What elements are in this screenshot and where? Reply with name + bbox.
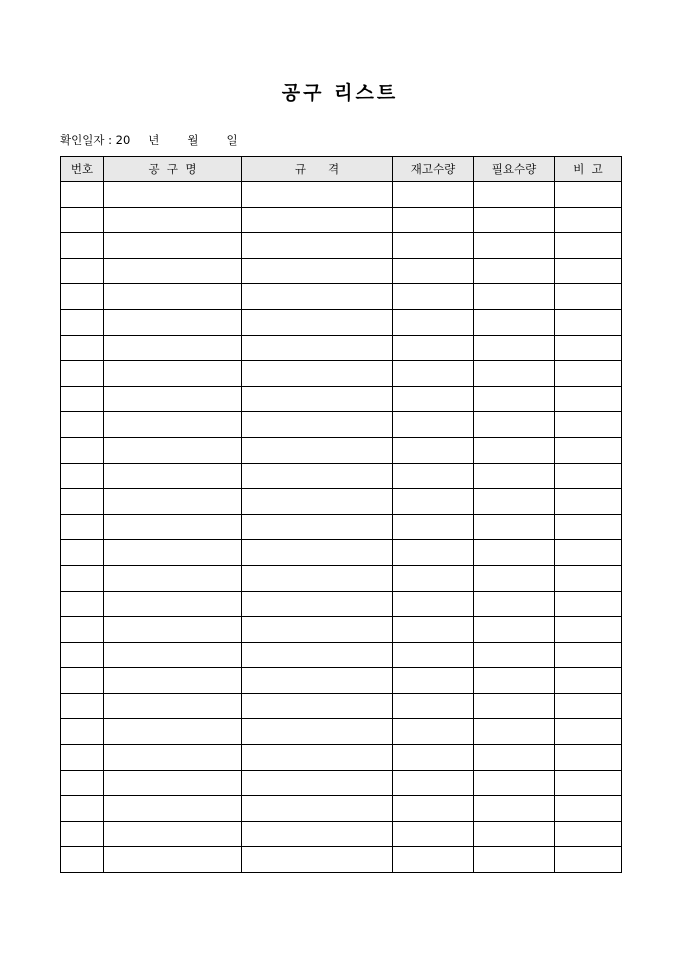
cell-tool-name[interactable] (104, 514, 242, 540)
cell-number[interactable] (61, 284, 104, 310)
cell-specification[interactable] (242, 847, 393, 873)
cell-stock-quantity[interactable] (393, 258, 474, 284)
cell-number[interactable] (61, 412, 104, 438)
cell-stock-quantity[interactable] (393, 437, 474, 463)
cell-number[interactable] (61, 258, 104, 284)
cell-remarks[interactable] (555, 719, 622, 745)
cell-remarks[interactable] (555, 540, 622, 566)
table-row (61, 565, 622, 591)
cell-specification[interactable] (242, 207, 393, 233)
table-row (61, 258, 622, 284)
cell-remarks[interactable] (555, 284, 622, 310)
cell-specification[interactable] (242, 565, 393, 591)
table-row (61, 591, 622, 617)
cell-remarks[interactable] (555, 565, 622, 591)
cell-stock-quantity[interactable] (393, 412, 474, 438)
table-row (61, 668, 622, 694)
cell-remarks[interactable] (555, 182, 622, 208)
cell-number[interactable] (61, 182, 104, 208)
cell-stock-quantity[interactable] (393, 489, 474, 515)
cell-number[interactable] (61, 386, 104, 412)
cell-stock-quantity[interactable] (393, 207, 474, 233)
cell-tool-name[interactable] (104, 207, 242, 233)
cell-specification[interactable] (242, 591, 393, 617)
cell-required-quantity[interactable] (474, 258, 555, 284)
header-remarks: 비 고 (555, 157, 622, 182)
table-row (61, 412, 622, 438)
cell-tool-name[interactable] (104, 745, 242, 771)
cell-remarks[interactable] (555, 591, 622, 617)
date-label: 확인일자 : 20 (60, 133, 131, 147)
cell-specification[interactable] (242, 668, 393, 694)
cell-required-quantity[interactable] (474, 821, 555, 847)
cell-remarks[interactable] (555, 386, 622, 412)
table-row (61, 489, 622, 515)
cell-tool-name[interactable] (104, 617, 242, 643)
cell-tool-name[interactable] (104, 796, 242, 822)
cell-tool-name[interactable] (104, 540, 242, 566)
cell-required-quantity[interactable] (474, 361, 555, 387)
cell-specification[interactable] (242, 693, 393, 719)
table-row (61, 233, 622, 259)
table-row (61, 821, 622, 847)
cell-required-quantity[interactable] (474, 514, 555, 540)
cell-required-quantity[interactable] (474, 796, 555, 822)
cell-stock-quantity[interactable] (393, 233, 474, 259)
table-row (61, 335, 622, 361)
cell-tool-name[interactable] (104, 361, 242, 387)
cell-required-quantity[interactable] (474, 719, 555, 745)
cell-stock-quantity[interactable] (393, 335, 474, 361)
cell-required-quantity[interactable] (474, 284, 555, 310)
cell-number[interactable] (61, 233, 104, 259)
cell-stock-quantity[interactable] (393, 591, 474, 617)
tool-list-table (60, 156, 622, 873)
cell-tool-name[interactable] (104, 284, 242, 310)
cell-required-quantity[interactable] (474, 309, 555, 335)
cell-remarks[interactable] (555, 463, 622, 489)
cell-specification[interactable] (242, 463, 393, 489)
table-row (61, 847, 622, 873)
table-row (61, 796, 622, 822)
cell-number[interactable] (61, 540, 104, 566)
cell-stock-quantity[interactable] (393, 565, 474, 591)
cell-number[interactable] (61, 719, 104, 745)
cell-specification[interactable] (242, 745, 393, 771)
cell-remarks[interactable] (555, 617, 622, 643)
cell-number[interactable] (61, 821, 104, 847)
cell-remarks[interactable] (555, 693, 622, 719)
cell-remarks[interactable] (555, 233, 622, 259)
cell-stock-quantity[interactable] (393, 361, 474, 387)
cell-specification[interactable] (242, 258, 393, 284)
table-row (61, 745, 622, 771)
cell-required-quantity[interactable] (474, 847, 555, 873)
header-specification: 규 격 (242, 157, 393, 182)
cell-tool-name[interactable] (104, 693, 242, 719)
table-body (61, 182, 622, 873)
table-row (61, 207, 622, 233)
cell-number[interactable] (61, 514, 104, 540)
cell-specification[interactable] (242, 770, 393, 796)
header-stock-quantity: 재고수량 (393, 157, 474, 182)
day-label: 일 (226, 133, 238, 147)
header-tool-name: 공 구 명 (104, 157, 242, 182)
cell-stock-quantity[interactable] (393, 284, 474, 310)
cell-remarks[interactable] (555, 821, 622, 847)
table-row (61, 463, 622, 489)
cell-required-quantity[interactable] (474, 489, 555, 515)
cell-number[interactable] (61, 617, 104, 643)
cell-required-quantity[interactable] (474, 770, 555, 796)
cell-required-quantity[interactable] (474, 182, 555, 208)
cell-remarks[interactable] (555, 847, 622, 873)
cell-required-quantity[interactable] (474, 540, 555, 566)
table-row (61, 770, 622, 796)
cell-number[interactable] (61, 335, 104, 361)
cell-required-quantity[interactable] (474, 745, 555, 771)
cell-specification[interactable] (242, 361, 393, 387)
cell-specification[interactable] (242, 642, 393, 668)
cell-number[interactable] (61, 693, 104, 719)
cell-required-quantity[interactable] (474, 412, 555, 438)
cell-stock-quantity[interactable] (393, 617, 474, 643)
cell-tool-name[interactable] (104, 463, 242, 489)
cell-specification[interactable] (242, 335, 393, 361)
cell-tool-name[interactable] (104, 719, 242, 745)
cell-required-quantity[interactable] (474, 207, 555, 233)
cell-remarks[interactable] (555, 745, 622, 771)
cell-remarks[interactable] (555, 207, 622, 233)
cell-specification[interactable] (242, 821, 393, 847)
cell-number[interactable] (61, 489, 104, 515)
cell-stock-quantity[interactable] (393, 182, 474, 208)
confirm-date-line (60, 132, 238, 148)
cell-remarks[interactable] (555, 412, 622, 438)
cell-remarks[interactable] (555, 796, 622, 822)
cell-tool-name[interactable] (104, 489, 242, 515)
cell-remarks[interactable] (555, 770, 622, 796)
table-row (61, 361, 622, 387)
table-row (61, 437, 622, 463)
cell-number[interactable] (61, 642, 104, 668)
cell-specification[interactable] (242, 540, 393, 566)
cell-tool-name[interactable] (104, 335, 242, 361)
table-row (61, 642, 622, 668)
cell-number[interactable] (61, 847, 104, 873)
cell-remarks[interactable] (555, 668, 622, 694)
cell-required-quantity[interactable] (474, 565, 555, 591)
cell-number[interactable] (61, 745, 104, 771)
table-row (61, 284, 622, 310)
cell-number[interactable] (61, 463, 104, 489)
cell-specification[interactable] (242, 284, 393, 310)
cell-required-quantity[interactable] (474, 386, 555, 412)
cell-stock-quantity[interactable] (393, 463, 474, 489)
cell-tool-name[interactable] (104, 182, 242, 208)
cell-stock-quantity[interactable] (393, 309, 474, 335)
cell-tool-name[interactable] (104, 821, 242, 847)
cell-stock-quantity[interactable] (393, 386, 474, 412)
cell-required-quantity[interactable] (474, 668, 555, 694)
cell-stock-quantity[interactable] (393, 821, 474, 847)
cell-tool-name[interactable] (104, 233, 242, 259)
cell-specification[interactable] (242, 719, 393, 745)
table-row (61, 386, 622, 412)
table-row (61, 514, 622, 540)
table-header-row (61, 157, 622, 182)
cell-specification[interactable] (242, 437, 393, 463)
cell-tool-name[interactable] (104, 565, 242, 591)
table-row (61, 617, 622, 643)
cell-number[interactable] (61, 796, 104, 822)
cell-tool-name[interactable] (104, 412, 242, 438)
cell-tool-name[interactable] (104, 591, 242, 617)
cell-remarks[interactable] (555, 489, 622, 515)
cell-stock-quantity[interactable] (393, 745, 474, 771)
cell-remarks[interactable] (555, 335, 622, 361)
cell-required-quantity[interactable] (474, 437, 555, 463)
cell-remarks[interactable] (555, 361, 622, 387)
cell-tool-name[interactable] (104, 386, 242, 412)
cell-number[interactable] (61, 565, 104, 591)
cell-tool-name[interactable] (104, 437, 242, 463)
table-row (61, 182, 622, 208)
cell-stock-quantity[interactable] (393, 796, 474, 822)
cell-tool-name[interactable] (104, 309, 242, 335)
cell-number[interactable] (61, 668, 104, 694)
cell-remarks[interactable] (555, 309, 622, 335)
cell-tool-name[interactable] (104, 668, 242, 694)
cell-number[interactable] (61, 591, 104, 617)
cell-remarks[interactable] (555, 514, 622, 540)
cell-specification[interactable] (242, 309, 393, 335)
cell-remarks[interactable] (555, 437, 622, 463)
year-label: 년 (148, 133, 160, 147)
cell-stock-quantity[interactable] (393, 719, 474, 745)
cell-required-quantity[interactable] (474, 642, 555, 668)
document-title: 공구 리스트 (281, 82, 399, 104)
header-required-quantity: 필요수량 (474, 157, 555, 182)
cell-specification[interactable] (242, 182, 393, 208)
cell-specification[interactable] (242, 233, 393, 259)
table-row (61, 540, 622, 566)
cell-number[interactable] (61, 437, 104, 463)
table-row (61, 309, 622, 335)
cell-required-quantity[interactable] (474, 591, 555, 617)
cell-remarks[interactable] (555, 642, 622, 668)
cell-stock-quantity[interactable] (393, 770, 474, 796)
table-row (61, 693, 622, 719)
cell-specification[interactable] (242, 617, 393, 643)
cell-required-quantity[interactable] (474, 617, 555, 643)
cell-specification[interactable] (242, 796, 393, 822)
cell-stock-quantity[interactable] (393, 693, 474, 719)
table-row (61, 719, 622, 745)
cell-required-quantity[interactable] (474, 233, 555, 259)
cell-tool-name[interactable] (104, 770, 242, 796)
cell-required-quantity[interactable] (474, 463, 555, 489)
cell-stock-quantity[interactable] (393, 847, 474, 873)
cell-tool-name[interactable] (104, 847, 242, 873)
cell-required-quantity[interactable] (474, 693, 555, 719)
month-label: 월 (187, 133, 199, 147)
cell-number[interactable] (61, 309, 104, 335)
cell-stock-quantity[interactable] (393, 514, 474, 540)
header-number: 번호 (61, 157, 104, 182)
cell-stock-quantity[interactable] (393, 668, 474, 694)
cell-specification[interactable] (242, 514, 393, 540)
cell-number[interactable] (61, 361, 104, 387)
cell-specification[interactable] (242, 412, 393, 438)
cell-specification[interactable] (242, 489, 393, 515)
cell-tool-name[interactable] (104, 642, 242, 668)
cell-remarks[interactable] (555, 258, 622, 284)
cell-number[interactable] (61, 207, 104, 233)
cell-number[interactable] (61, 770, 104, 796)
cell-tool-name[interactable] (104, 258, 242, 284)
cell-specification[interactable] (242, 386, 393, 412)
cell-stock-quantity[interactable] (393, 642, 474, 668)
cell-required-quantity[interactable] (474, 335, 555, 361)
cell-stock-quantity[interactable] (393, 540, 474, 566)
